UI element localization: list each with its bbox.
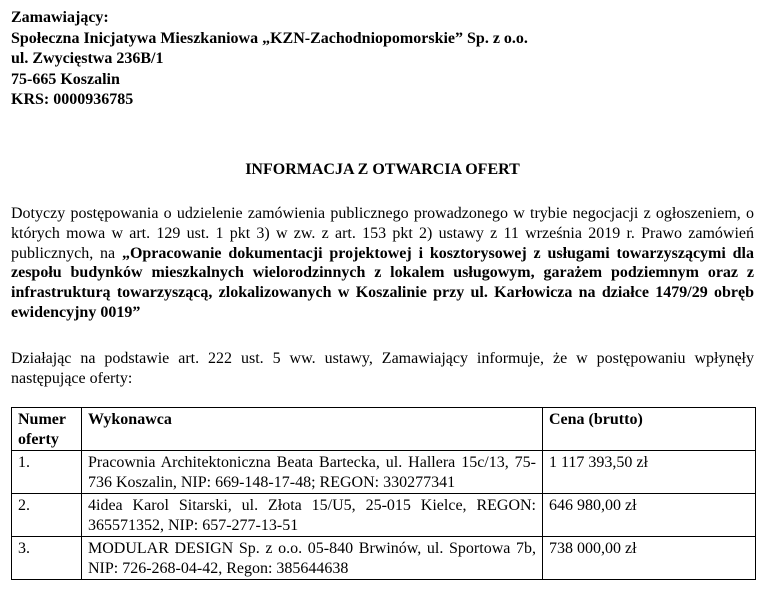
document-title: INFORMACJA Z OTWARCIA OFERT bbox=[245, 161, 520, 178]
procedure-description bbox=[11, 204, 754, 323]
offer-contractor: 4idea Karol Sitarski, ul. Złota 15/U5, 25-015 Kielce, REGON: 365571352, NIP: 657-277-13-51 bbox=[82, 494, 543, 537]
offer-price: 738 000,00 zł bbox=[543, 537, 756, 580]
offer-number: 1. bbox=[12, 451, 82, 494]
table-row bbox=[12, 494, 756, 537]
contracting-authority-label: Zamawiający: bbox=[11, 9, 109, 26]
krs-number: KRS: 0000936785 bbox=[11, 91, 134, 108]
procurement-subject: „Opracowanie dokumentacji projektowej i kosztorysowej z usługami towarzyszącymi dla zespołu budynków mieszkalnych wielorodzinnych z lokalem usługowym, garażem podziemnym oraz z infrastrukturą towarzyszącą, zlokalizowanych w Koszalinie przy ul. Karłowicza na działce 1479/29 obręb ewidencyjny 0019” bbox=[11, 244, 754, 321]
contracting-authority-block bbox=[11, 8, 528, 111]
table-row bbox=[12, 451, 756, 494]
offer-contractor: Pracownia Architektoniczna Beata Bartecka, ul. Hallera 15c/13, 75-736 Koszalin, NIP: 669-148-17-48; REGON: 330277341 bbox=[82, 451, 543, 494]
offers-table bbox=[11, 407, 756, 580]
street-address: ul. Zwycięstwa 236B/1 bbox=[11, 50, 164, 67]
organization-name: Społeczna Inicjatywa Mieszkaniowa „KZN-Zachodniopomorskie” Sp. z o.o. bbox=[11, 29, 528, 47]
header-price: Cena (brutto) bbox=[543, 408, 756, 451]
header-offer-number: Numer oferty bbox=[12, 408, 82, 451]
offer-price: 1 117 393,50 zł bbox=[543, 451, 756, 494]
offer-number: 2. bbox=[12, 494, 82, 537]
offers-info-paragraph: Działając na podstawie art. 222 ust. 5 ww. ustawy, Zamawiający informuje, że w postępowaniu wpłynęły następujące oferty: bbox=[11, 350, 754, 387]
procedure-intro: Dotyczy postępowania o udzielenie zamówienia publicznego prowadzonego w trybie negocjacji z ogłoszeniem, o których mowa w art. 129 ust. 1 pkt 3) w zw. z art. 153 pkt 2) ustawy z 11 września 2019 r. Prawo zamówień publicznych, na bbox=[11, 205, 754, 262]
postal-city: 75-665 Koszalin bbox=[11, 70, 120, 88]
table-row bbox=[12, 537, 756, 580]
offer-contractor: MODULAR DESIGN Sp. z o.o. 05-840 Brwinów, ul. Sportowa 7b, NIP: 726-268-04-42, Regon: 385644638 bbox=[82, 537, 543, 580]
offer-price: 646 980,00 zł bbox=[543, 494, 756, 537]
table-header-row bbox=[12, 408, 756, 451]
offer-number: 3. bbox=[12, 537, 82, 580]
header-contractor: Wykonawca bbox=[82, 408, 543, 451]
